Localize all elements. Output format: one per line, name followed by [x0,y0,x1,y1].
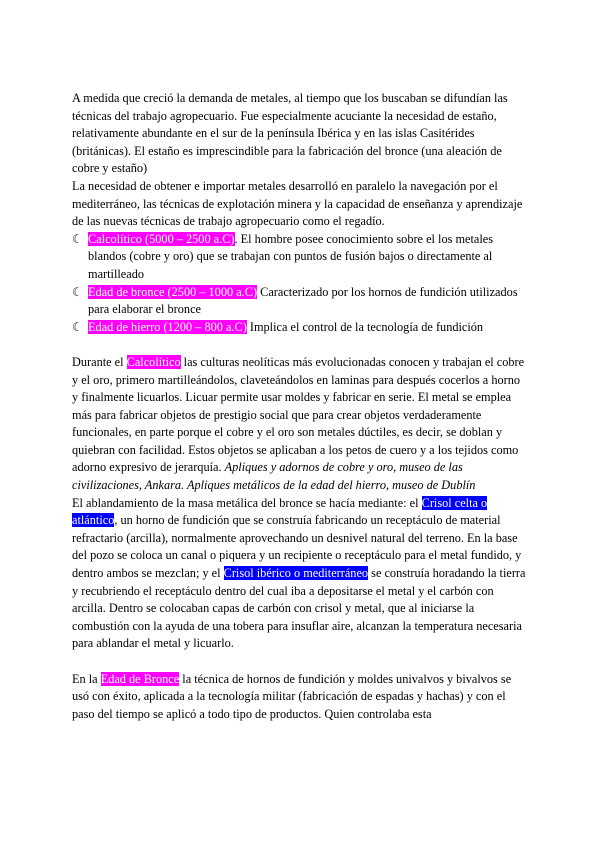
caption-italic: Apliques y adornos de cobre y oro, museo de las civilizaciones, Ankara. Apliques metálicos de la edad del hierro, museo de Dublín [72,460,476,493]
crescent-moon-icon: ☾ [72,231,83,246]
bullet-text: . El hombre posee conocimiento sobre el los metales blandos (cobre y oro) que se trabajan con puntos de fusión bajos o directamente al martilleado [88,231,494,281]
bullet-edad-bronce [72,284,528,319]
paragraph-gap [72,653,528,671]
highlight-crisol-celta: Crisol celta o atlántico [72,495,488,528]
paragraph-calcolitico: Durante el Calcolítico las culturas neolíticas más evolucionadas conocen y trabajan el cobre y el oro, primero martilleándolos, claveteándolos en laminas para después cocerlos a horno y finalmente licuarlos. Licuar permite usar moldes y fabricar en serie. El metal se emplea más para fabricar objetos de prestigio social que para crear objetos verdaderamente funcionales, en parte porque el cobre y el oro son metales dúctiles, es decir, se doblan y quiebran con facilidad. Estos objetos se aplicaban a los petos de cuero y a los tejidos como adorno expresivo de jerarquía. Apliques y adornos de cobre y oro, museo de las civilizaciones, Ankara. Apliques metálicos de la edad del hierro, museo de Dublín [72,354,525,493]
bullet-text: Caracterizado por los hornos de fundición utilizados para elaborar el bronce [88,284,518,317]
paragraph-edad-bronce: En la Edad de Bronce la técnica de hornos de fundición y moldes univalvos y bivalvos se usó con éxito, aplicada a la tecnología militar (fabricación de espadas y hachas) y con el paso del tiempo se aplicó a todo tipo de productos. Quien controlaba esta [72,671,512,721]
bullet-calcolitico [72,231,528,284]
crescent-moon-icon: ☾ [72,284,83,299]
highlight-hierro-label: Edad de hierro (1200 – 800 a.C) [88,319,247,334]
bullet-text: Implica el control de la tecnología de fundición [246,319,484,334]
paragraph-crisol: El ablandamiento de la masa metálica del bronce se hacía mediante: el Crisol celta o atlántico, un horno de fundición que se construía fabricando un receptáculo de material refractario (arcilla), normalmente aprovechando un desnivel natural del terreno. En la base del pozo se coloca un canal o piquera y un recipiente o receptáculo para el metal fundido, y dentro ambos se mezclan; y el Crisol ibérico o mediterráneo se construía horadando la tierra y recubriendo el receptáculo dentro del cual iba a depositarse el metal y el carbón con arcilla. Dentro se colocaban capas de carbón con crisol y metal, que al iniciarse la combustión con la ayuda de una tobera para insuflar aire, alcanzan la temperatura necesaria para ablandar el metal y licuarlo. [72,495,526,651]
bullet-edad-hierro [72,319,528,337]
paragraph-gap [72,336,528,354]
highlight-calcolitico: Calcolítico [126,354,181,369]
highlight-crisol-iberico: Crisol ibérico o mediterráneo [223,566,369,581]
paragraph-metal-demand: A medida que creció la demanda de metales, al tiempo que los buscaban se difundían las técnicas del trabajo agropecuario. Fue especialmente acuciante la necesidad de estaño, relativamente abundante en el sur de la península Ibérica y en las islas Casitérides (británicas). El estaño es imprescindible para la fabricación del bronce (una aleación de cobre y estaño) [72,91,508,176]
highlight-bronce-label: Edad de bronce (2500 – 1000 a.C) [88,284,258,299]
highlight-calcolitico-label: Calcolítico (5000 – 2500 a.C) [88,231,235,246]
paragraph-navigation: La necesidad de obtener e importar metales desarrolló en paralelo la navegación por el mediterráneo, las técnicas de explotación minera y la capacidad de enseñanza y aprendizaje de las nuevas técnicas de trabajo agropecuario como el regadío. [72,178,523,229]
document-page [72,90,528,723]
crescent-moon-icon: ☾ [72,319,83,334]
highlight-edad-bronce: Edad de Bronce [100,671,180,686]
